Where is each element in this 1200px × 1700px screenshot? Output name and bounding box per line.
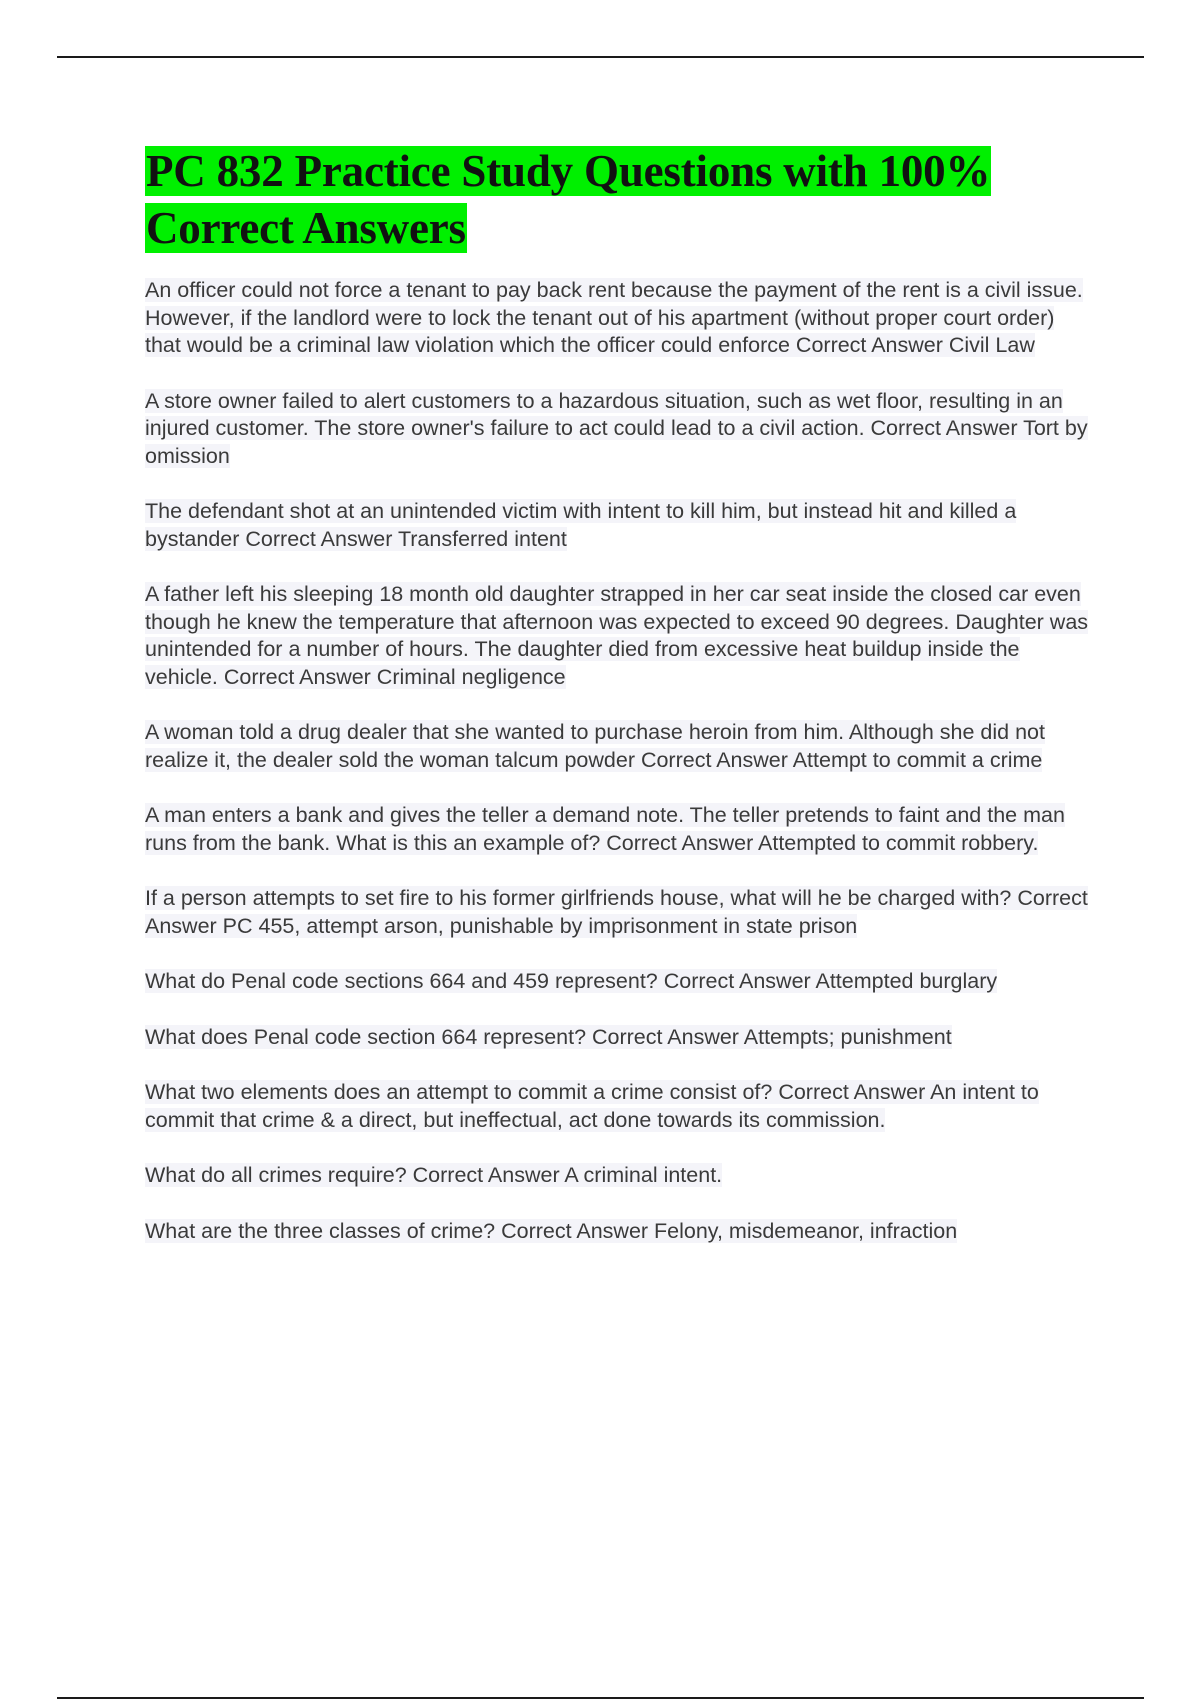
qa-item-text: What does Penal code section 664 represent? Correct Answer Attempts; punishment (145, 1024, 952, 1049)
qa-item-text: What do all crimes require? Correct Answer A criminal intent. (145, 1163, 723, 1187)
title-line-2: Correct Answers (146, 203, 466, 253)
qa-item-text: The defendant shot at an unintended victim with intent to kill him, but instead hit and killed a bystander Correct Answer Transferred intent (145, 499, 1017, 551)
qa-list (145, 277, 1095, 1245)
qa-item (145, 1079, 1095, 1134)
qa-item (145, 1024, 1095, 1052)
qa-item (145, 719, 1095, 774)
qa-item-text: If a person attempts to set fire to his former girlfriends house, what will he be charged with? Correct Answer PC 455, attempt arson, punishable by imprisonment in state prison (145, 886, 1088, 938)
qa-item (145, 885, 1095, 940)
qa-item (145, 1162, 1095, 1190)
qa-item-text: A father left his sleeping 18 month old daughter strapped in her car seat inside the closed car even though he knew the temperature that afternoon was expected to exceed 90 degrees. Daughter was unintended for a number of hours. The daughter died from excessive heat buildup inside the vehicle. Correct Answer Criminal negligence (145, 582, 1089, 689)
qa-item-text: A store owner failed to alert customers to a hazardous situation, such as wet floor, resulting in an injured customer. The store owner's failure to act could lead to a civil action. Correct Answer Tort by omission (145, 388, 1088, 468)
document-body (145, 143, 1095, 1273)
footer-rule (57, 1697, 1144, 1699)
qa-item-text: A woman told a drug dealer that she wanted to purchase heroin from him. Although she did not realize it, the dealer sold the woman talcum powder Correct Answer Attempt to commit a crime (145, 720, 1045, 772)
qa-item-text: An officer could not force a tenant to pay back rent because the payment of the rent is a civil issue. However, if the landlord were to lock the tenant out of his apartment (without proper court order) that would be a criminal law violation which the officer could enforce Correct Answer Civil Law (145, 278, 1083, 357)
qa-item-text: A man enters a bank and gives the teller a demand note. The teller pretends to faint and the man runs from the bank. What is this an example of? Correct Answer Attempted to commit robbery. (145, 803, 1065, 855)
header-rule (57, 56, 1144, 58)
qa-item (145, 968, 1095, 996)
title-line-1: PC 832 Practice Study Questions with 100% (146, 146, 991, 196)
qa-item-text: What two elements does an attempt to commit a crime consist of? Correct Answer An intent to commit that crime & a direct, but ineffectual, act done towards its commission. (145, 1080, 1039, 1132)
qa-item (145, 277, 1095, 360)
qa-item (145, 1218, 1095, 1246)
document-title (145, 143, 1095, 257)
qa-item-text: What do Penal code sections 664 and 459 represent? Correct Answer Attempted burglary (145, 969, 998, 993)
qa-item (145, 388, 1095, 471)
qa-item-text: What are the three classes of crime? Correct Answer Felony, misdemeanor, infraction (145, 1218, 958, 1243)
qa-item (145, 581, 1095, 691)
title-highlight (145, 146, 991, 253)
qa-item (145, 802, 1095, 857)
qa-item (145, 498, 1095, 553)
